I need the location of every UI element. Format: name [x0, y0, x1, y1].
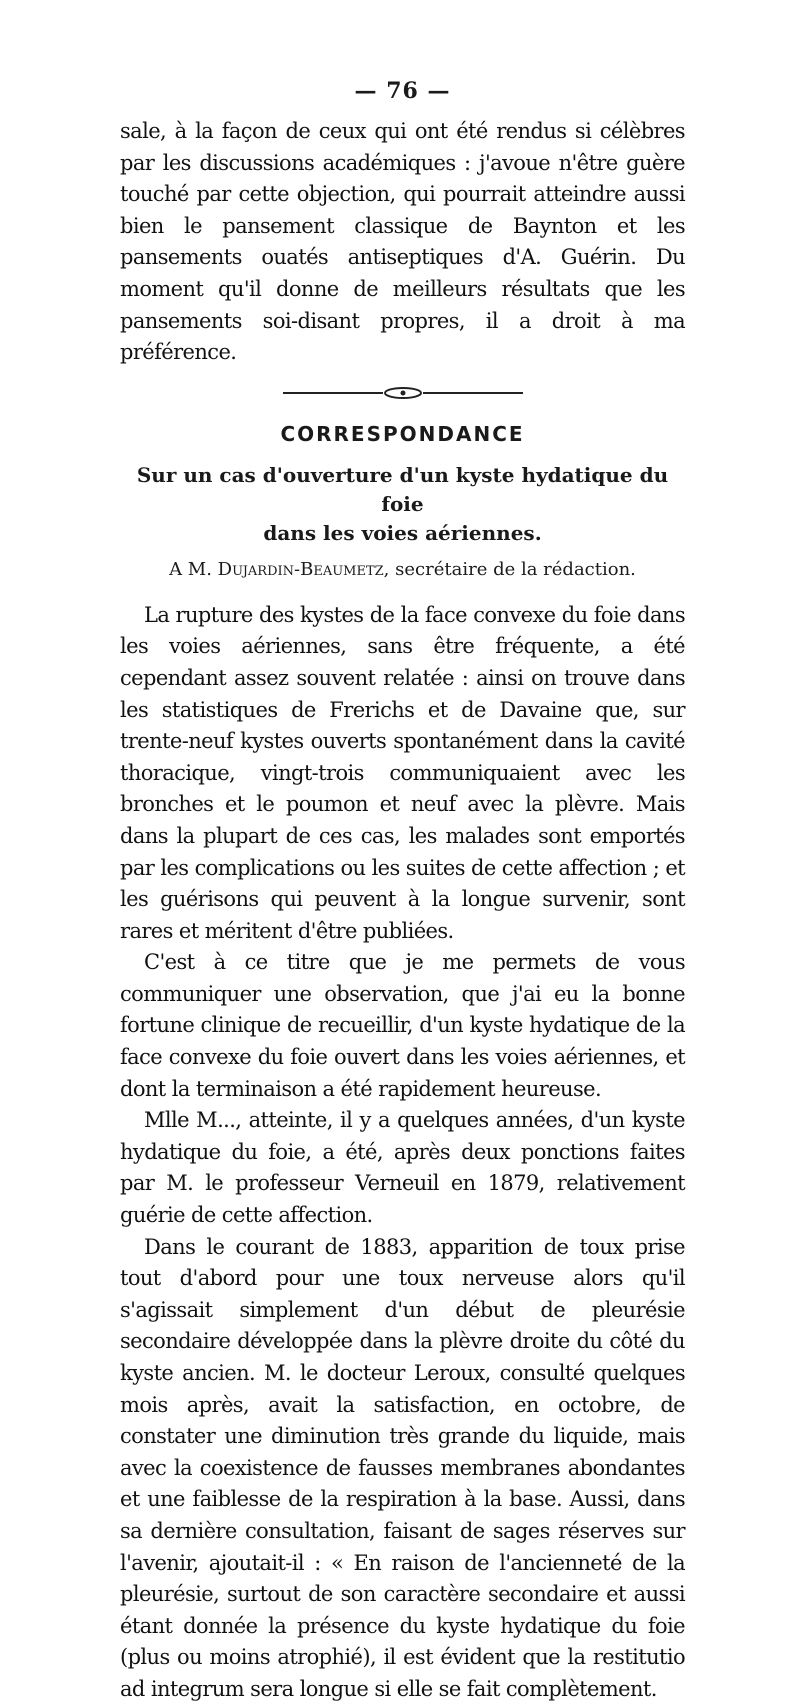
section-heading: CORRESPONDANCE — [280, 421, 525, 446]
article-title-line2: dans les voies aériennes. — [263, 520, 542, 545]
addressee-prefix: A M. — [169, 558, 212, 580]
addressee-line — [120, 554, 685, 586]
ornamental-separator — [283, 383, 523, 403]
intro-paragraph: sale, à la façon de ceux qui ont été rendus si célèbres par les discussions académiques : j'avoue n'être guère touché par cette objection, qui pourrait atteindre aussi bien le pansement classique de Baynton et les pansements ouatés antiseptiques d'A. Guérin. Du moment qu'il donne de meilleurs résultats que les pansements soi-disant propres, il a droit à ma préférence. — [120, 119, 685, 365]
addressee-suffix: secrétaire de la rédaction. — [395, 558, 636, 580]
paragraph-4: Dans le courant de 1883, apparition de toux prise tout d'abord pour une toux nerveuse alors qu'il s'agissait simplement d'un début de pleurésie secondaire développée dans la plèvre droite du côté du kyste ancien. M. le docteur Leroux, consulté quelques mois après, avait la satisfaction, en octobre, de constater une diminution très grande du liquide, mais avec la coexistence de fausses membranes abondantes et une faiblesse de la respiration à la base. Aussi, dans sa dernière consultation, faisant de sages réserves sur l'avenir, ajoutait-il : « En raison de l'ancienneté de la pleurésie, surtout de son caractère secondaire et aussi étant donnée la présence du kyste hydatique du foie (plus ou moins atrophié), il est évident que la restitutio ad integrum sera longue si elle se fait complètement. — [120, 1234, 685, 1701]
paragraph-1: La rupture des kystes de la face convexe du foie dans les voies aériennes, sans être fréquente, a été cependant assez souvent relatée : ainsi on trouve dans les statistiques de Frerichs et de Davaine que, sur trente-neuf kystes ouverts spontanément dans la cavité thoracique, vingt-trois communiquaient avec les bronches et le poumon et neuf avec la plèvre. Mais dans la plupart de ces cas, les malades sont emportés par les complications ou les suites de cette affection ; et les guérisons qui peuvent à la longue survenir, sont rares et méritent d'être publiées. — [120, 602, 685, 943]
addressee-name: Dujardin-Beaumetz, — [217, 558, 390, 580]
paragraph-3: Mlle M..., atteinte, il y a quelques années, d'un kyste hydatique du foie, a été, après deux ponctions faites par M. le professeur Verneuil en 1879, relativement guérie de cette affection. — [120, 1108, 685, 1228]
page-number: — 76 — — [354, 78, 451, 104]
book-page — [120, 80, 685, 1706]
article-title-line1: Sur un cas d'ouverture d'un kyste hydatique du foie — [136, 462, 669, 516]
paragraph-2: C'est à ce titre que je me permets de vous communiquer une observation, que j'ai eu la bonne fortune clinique de recueillir, d'un kyste hydatique de la face convexe du foie ouvert dans les voies aériennes, et dont la terminaison a été rapidement heureuse. — [120, 950, 685, 1101]
